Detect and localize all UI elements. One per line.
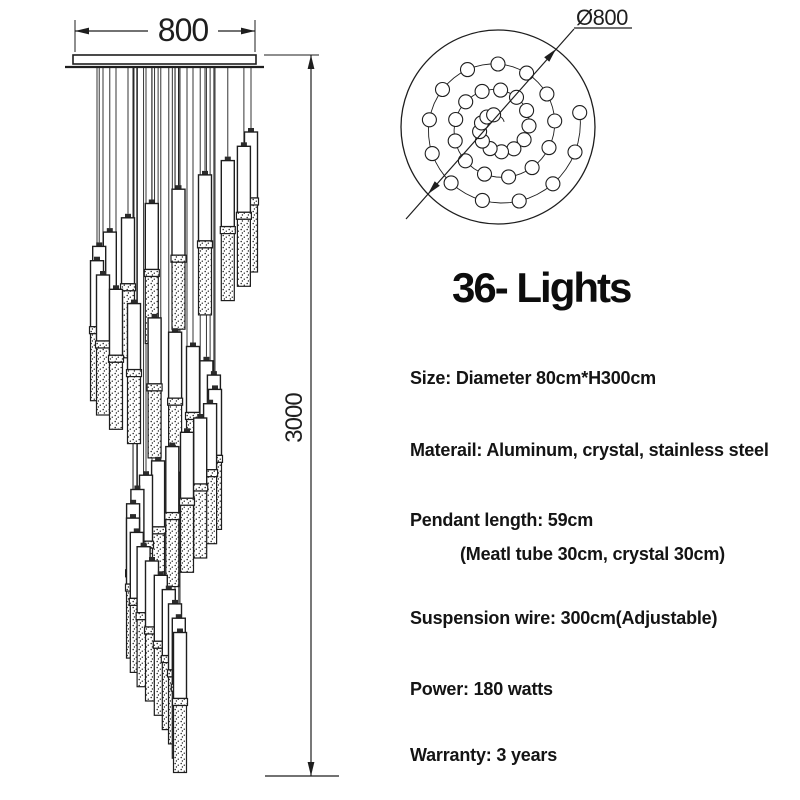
spec-pendant-detail: (Meatl tube 30cm, crystal 30cm) bbox=[460, 544, 725, 564]
spec-suspension-wire: Suspension wire: 300cm(Adjustable) bbox=[410, 608, 718, 628]
pendant-metal-tube bbox=[110, 289, 123, 355]
pendant-metal-tube bbox=[169, 332, 182, 398]
product-title: 36- Lights bbox=[452, 264, 631, 311]
pendant-collar bbox=[198, 241, 213, 248]
pendant-metal-tube bbox=[181, 432, 194, 498]
height-dim-label: 3000 bbox=[281, 393, 308, 443]
pendant-collar bbox=[180, 498, 195, 505]
pendant-crystal bbox=[237, 219, 250, 286]
width-dimension bbox=[75, 12, 255, 52]
pendant-crystal bbox=[181, 505, 194, 572]
side-view-svg bbox=[0, 0, 360, 800]
pendant-crystal bbox=[174, 706, 187, 773]
pendant-crystal bbox=[172, 262, 185, 329]
specs-panel bbox=[410, 0, 798, 800]
pendant-metal-tube bbox=[194, 418, 207, 484]
width-dim-label: 800 bbox=[157, 12, 209, 48]
spec-warranty: Warranty: 3 years bbox=[410, 745, 558, 765]
pendant-collar bbox=[144, 270, 159, 277]
pendant-collar bbox=[173, 699, 188, 706]
pendant-crystal bbox=[194, 491, 207, 558]
pendant-collar bbox=[165, 513, 180, 520]
pendant-collar bbox=[193, 484, 208, 491]
ceiling-plate bbox=[73, 55, 256, 64]
pendant-metal-tube bbox=[221, 161, 234, 227]
pendant-collar bbox=[171, 255, 186, 262]
pendant-crystal bbox=[148, 391, 161, 458]
pendant-collar bbox=[220, 227, 235, 234]
pendant-metal-tube bbox=[237, 146, 250, 212]
pendant-collar bbox=[147, 384, 162, 391]
diameter-dim-label: Ø800 bbox=[576, 5, 628, 30]
pendant-crystal bbox=[97, 348, 110, 415]
pendant-crystal bbox=[221, 234, 234, 301]
spec-pendant-length: Pendant length: 59cm bbox=[410, 510, 594, 530]
pendant-metal-tube bbox=[122, 218, 135, 284]
pendant-crystal bbox=[110, 362, 123, 429]
pendant-metal-tube bbox=[172, 189, 185, 255]
height-arrow-up-icon bbox=[308, 55, 315, 69]
spec-material: Materail: Aluminum, crystal, stainless steel bbox=[410, 440, 769, 460]
pendant-metal-tube bbox=[128, 304, 141, 370]
height-dimension bbox=[264, 55, 339, 776]
pendant-metal-tube bbox=[174, 633, 187, 699]
pendant-group bbox=[90, 67, 259, 773]
spec-size: Size: Diameter 80cm*H300cm bbox=[410, 368, 656, 388]
pendant-collar bbox=[127, 370, 142, 377]
width-arrow-right-icon bbox=[241, 28, 255, 35]
pendant-metal-tube bbox=[97, 275, 110, 341]
pendant-collar bbox=[236, 212, 251, 219]
pendant-metal-tube bbox=[166, 447, 179, 513]
width-arrow-left-icon bbox=[75, 28, 89, 35]
spec-power: Power: 180 watts bbox=[410, 679, 553, 699]
pendant-metal-tube bbox=[152, 461, 165, 527]
pendant-crystal bbox=[128, 377, 141, 444]
pendant-collar bbox=[109, 355, 124, 362]
pendant-metal-tube bbox=[148, 318, 161, 384]
pendant-crystal bbox=[199, 248, 212, 315]
pendant-metal-tube bbox=[145, 204, 158, 270]
pendant-collar bbox=[168, 398, 183, 405]
pendant-metal-tube bbox=[199, 175, 212, 241]
pendant-collar bbox=[96, 341, 111, 348]
pendant-metal-tube bbox=[187, 347, 200, 413]
height-arrow-down-icon bbox=[308, 762, 315, 776]
